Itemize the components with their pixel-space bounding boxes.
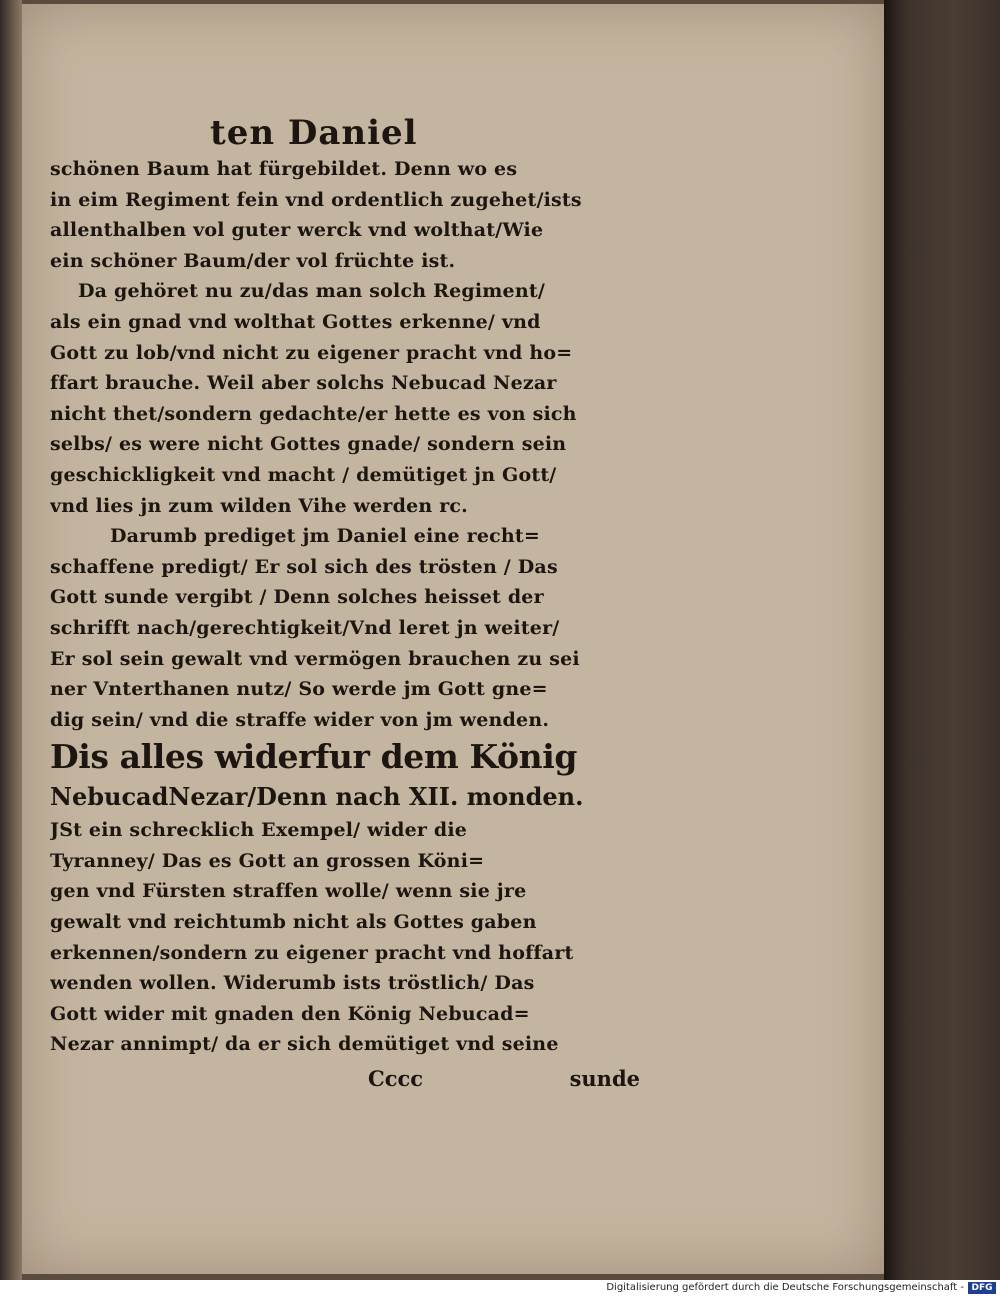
text-line: Gott zu lob/vnd nicht zu eigener pracht vnd ho= [50, 341, 573, 364]
text-line: Da gehöret nu zu/das man solch Regiment/ [78, 280, 545, 303]
text-line: gewalt vnd reichtumb nicht als Gottes gaben [50, 911, 537, 934]
text-line: in eim Regiment fein vnd ordentlich zugehet/ists [50, 188, 582, 211]
text-line: wenden wollen. Widerumb ists tröstlich/ Das [50, 972, 535, 995]
text-line: vnd lies jn zum wilden Vihe werden rc. [50, 494, 469, 517]
text-line: ffart brauche. Weil aber solchs Nebucad Nezar [50, 372, 557, 395]
text-line: Gott wider mit gnaden den König Nebucad= [50, 1002, 530, 1025]
heading-line: NebucadNezar/Denn nach XII. monden. [50, 782, 584, 812]
catchword: sunde [569, 1066, 640, 1091]
scan-right-margin [884, 0, 1000, 1280]
text-line: ner Vnterthanen nutz/ So werde jm Gott gne= [50, 678, 548, 701]
text-line: dig sein/ vnd die straffe wider von jm wenden. [50, 708, 550, 731]
text-line: nicht thet/sondern gedachte/er hette es von sich [50, 402, 577, 425]
paragraph-3 [50, 521, 640, 735]
text-line: Gott sunde vergibt / Denn solches heisset der [50, 586, 544, 609]
text-line: selbs/ es were nicht Gottes gnade/ sondern sein [50, 433, 567, 456]
text-line: schrifft nach/gerechtigkeit/Vnd leret jn weiter/ [50, 616, 560, 639]
text-line: erkennen/sondern zu eigener pracht vnd hoffart [50, 941, 574, 964]
text-line: gen vnd Fürsten straffen wolle/ wenn sie jre [50, 880, 527, 903]
text-line: Nezar annimpt/ da er sich demütiget vnd seine [50, 1033, 559, 1056]
text-line: Darumb prediget jm Daniel eine recht= [110, 525, 541, 548]
text-line: allenthalben vol guter werck vnd wolthat/Wie [50, 219, 544, 242]
paragraph-4 [50, 815, 640, 1060]
footer-bar [0, 1280, 1000, 1297]
dfg-logo[interactable]: DFG [968, 1282, 996, 1294]
text-line: Tyranney/ Das es Gott an grossen Köni= [50, 849, 485, 872]
section-heading [50, 735, 640, 815]
paragraph-1 [50, 154, 640, 276]
text-line: ein schöner Baum/der vol früchte ist. [50, 249, 456, 272]
heading-line: Dis alles widerfur dem König [50, 737, 578, 777]
text-line: als ein gnad vnd wolthat Gottes erkenne/ vnd [50, 310, 541, 333]
page-text [50, 112, 640, 1060]
text-line: Er sol sein gewalt vnd vermögen brauchen zu sei [50, 647, 580, 670]
paragraph-2 [50, 276, 640, 521]
text-line: schaffene predigt/ Er sol sich des trösten / Das [50, 555, 558, 578]
text-line: JSt ein schrecklich Exempel/ wider die [50, 819, 468, 842]
signature-mark: Cccc [368, 1066, 424, 1091]
funding-notice[interactable]: Digitalisierung gefördert durch die Deutsche Forschungsgemeinschaft - [606, 1282, 964, 1293]
running-header: ten Daniel [210, 113, 418, 153]
text-line: geschickligkeit vnd macht / demütiget jn Gott/ [50, 463, 557, 486]
page-bottom-line [50, 1066, 640, 1098]
binding-edge [0, 0, 22, 1280]
text-line: schönen Baum hat fürgebildet. Denn wo es [50, 158, 518, 180]
